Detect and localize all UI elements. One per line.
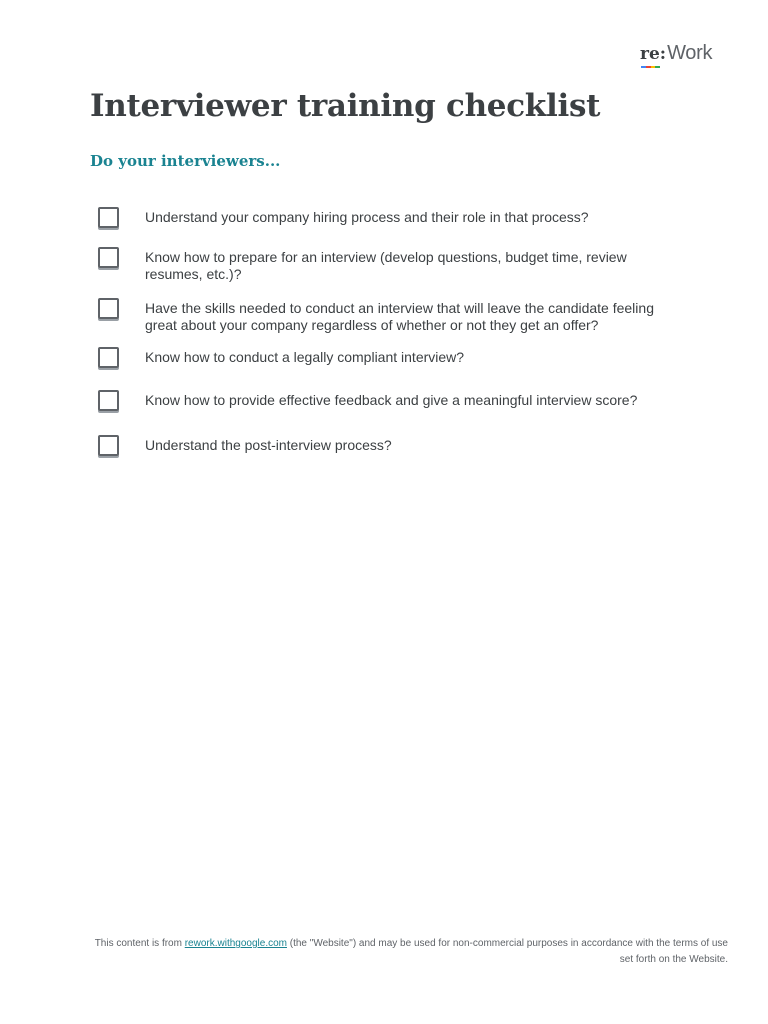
checklist-item-label: Understand the post-interview process? <box>145 437 392 453</box>
footer-suffix: (the "Website") and may be used for non-commercial purposes in accordance with the terms of use set forth on the Website. <box>286 938 728 965</box>
checklist-item-label: Know how to prepare for an interview (develop questions, budget time, review resumes, etc.)? <box>145 249 627 282</box>
rework-logo <box>640 42 712 66</box>
checkbox[interactable] <box>98 390 119 411</box>
checkbox[interactable] <box>98 247 119 268</box>
checklist-item <box>98 428 678 468</box>
checklist-item <box>98 200 678 240</box>
checklist-item-label: Know how to conduct a legally compliant interview? <box>145 349 465 365</box>
checklist-item <box>98 291 678 340</box>
footer-disclaimer <box>88 936 728 968</box>
page-subtitle: Do your interviewers... <box>90 152 281 170</box>
checkbox[interactable] <box>98 207 119 228</box>
logo-stripe-green <box>655 66 660 68</box>
checklist-item <box>98 240 678 291</box>
page-title: Interviewer training checklist <box>90 88 601 124</box>
logo-suffix: Work <box>667 42 713 64</box>
checklist-item-label: Know how to provide effective feedback and give a meaningful interview score? <box>145 392 638 408</box>
logo-separator: : <box>659 44 667 64</box>
logo-prefix: re <box>640 44 660 64</box>
logo-color-stripe <box>641 66 660 68</box>
checklist-item-label: Understand your company hiring process and their role in that process? <box>145 209 589 225</box>
checkbox[interactable] <box>98 435 119 456</box>
footer-prefix: This content is from <box>94 938 185 949</box>
checklist <box>98 200 678 468</box>
website-link[interactable]: rework.withgoogle.com <box>184 938 287 949</box>
checklist-item-label: Have the skills needed to conduct an interview that will leave the candidate feeling great about your company regardless of whether or not they get an offer? <box>145 300 654 333</box>
checklist-item <box>98 383 678 428</box>
checkbox[interactable] <box>98 298 119 319</box>
checkbox[interactable] <box>98 347 119 368</box>
checklist-item <box>98 340 678 383</box>
